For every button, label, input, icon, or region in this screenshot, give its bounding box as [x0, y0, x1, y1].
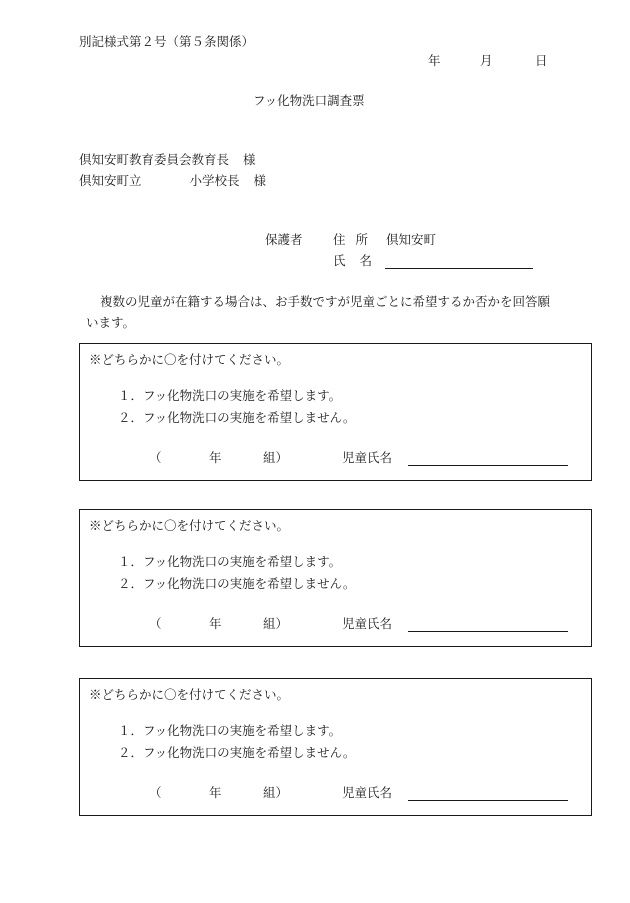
recipient-superintendent-honorific: 様	[243, 152, 256, 167]
recipient-superintendent	[79, 154, 256, 167]
choice-note: ※どちらかに〇を付けてください。	[89, 687, 290, 702]
option-not-wish[interactable]: ２．フッ化物洗口の実施を希望しません。	[118, 410, 356, 425]
form-number: 別記様式第２号（第５条関係）	[79, 34, 255, 49]
choice-note: ※どちらかに〇を付けてください。	[89, 352, 290, 367]
class-open-paren: （	[149, 616, 162, 631]
option-wish[interactable]: １．フッ化物洗口の実施を希望します。	[118, 388, 342, 403]
class-year-label: 年	[209, 785, 222, 800]
student-name-label: 児童氏名	[342, 785, 393, 800]
guardian-name-label-1: 氏	[333, 253, 346, 268]
date-day-label: 日	[535, 53, 548, 68]
date-year-label: 年	[428, 53, 441, 68]
class-group-label: 組）	[263, 616, 289, 631]
option-not-wish[interactable]: ２．フッ化物洗口の実施を希望しません。	[118, 745, 356, 760]
recipient-principal-honorific: 様	[253, 173, 267, 188]
instruction-text: 複数の児童が在籍する場合は、お手数ですが児童ごとに希望するか否かを回答願います。	[86, 294, 551, 330]
guardian-address-label	[333, 234, 368, 247]
guardian-name-label	[333, 255, 372, 268]
guardian-name-field[interactable]	[385, 268, 533, 269]
student-name-field[interactable]	[408, 465, 568, 466]
recipient-superintendent-name: 倶知安町教育委員会教育長	[79, 152, 230, 167]
choice-box-1	[79, 343, 592, 481]
option-not-wish[interactable]: ２．フッ化物洗口の実施を希望しません。	[118, 576, 356, 591]
choice-note: ※どちらかに〇を付けてください。	[89, 518, 290, 533]
document-title: フッ化物洗口調査票	[253, 93, 365, 108]
class-group-label: 組）	[263, 450, 289, 465]
class-year-label: 年	[209, 616, 222, 631]
date-month-label: 月	[480, 53, 493, 68]
class-group-label: 組）	[263, 785, 289, 800]
student-name-field[interactable]	[408, 631, 568, 632]
recipient-principal	[79, 175, 266, 188]
guardian-address-label-2: 所	[355, 232, 369, 247]
class-open-paren: （	[149, 785, 162, 800]
class-open-paren: （	[149, 450, 162, 465]
option-wish[interactable]: １．フッ化物洗口の実施を希望します。	[118, 554, 342, 569]
option-wish[interactable]: １．フッ化物洗口の実施を希望します。	[118, 723, 342, 738]
guardian-address-field[interactable]: 倶知安町	[386, 232, 437, 247]
student-name-label: 児童氏名	[342, 450, 393, 465]
guardian-name-label-2: 名	[359, 253, 373, 268]
guardian-address-label-1: 住	[333, 232, 346, 247]
recipient-school-prefix: 倶知安町立	[79, 173, 142, 188]
recipient-principal-title: 小学校長	[189, 173, 240, 188]
choice-box-2	[79, 509, 592, 647]
class-year-label: 年	[209, 450, 222, 465]
choice-box-3	[79, 678, 592, 816]
guardian-label: 保護者	[265, 232, 303, 247]
student-name-label: 児童氏名	[342, 616, 393, 631]
student-name-field[interactable]	[408, 800, 568, 801]
